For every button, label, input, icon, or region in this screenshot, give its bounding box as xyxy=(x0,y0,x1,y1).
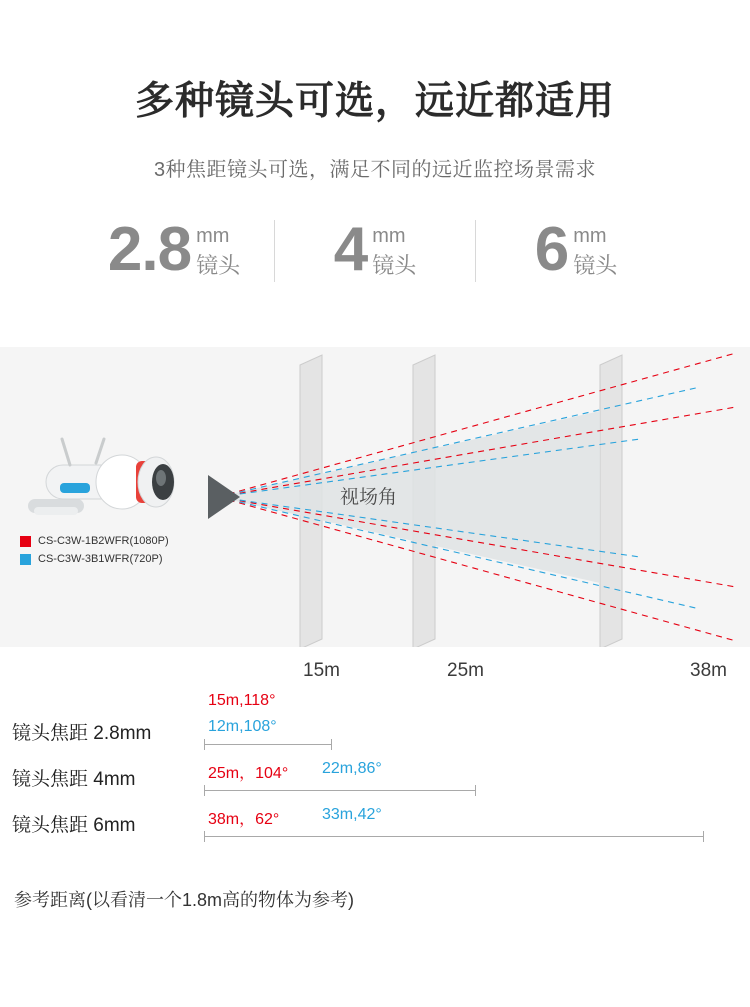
spec-label: 镜头焦距 4mm xyxy=(12,769,136,790)
spec-value-1080p: 38m，62° xyxy=(208,811,280,828)
lens-value: 2.8 xyxy=(107,215,192,285)
spec-value-1080p: 25m，104° xyxy=(208,765,289,782)
table-row xyxy=(0,752,750,798)
specs-table xyxy=(0,692,750,844)
spec-bar xyxy=(204,790,476,791)
legend-swatch-icon xyxy=(20,554,31,565)
distance-tick-15m: 15m xyxy=(303,660,340,681)
lens-value: 4 xyxy=(333,215,368,285)
lens-apex xyxy=(208,475,240,519)
fov-diagram xyxy=(0,347,750,647)
spec-label: 镜头焦距 2.8mm xyxy=(12,723,152,744)
spec-bar xyxy=(204,744,332,745)
fov-label: 视场角 xyxy=(340,487,398,508)
lens-unit-group xyxy=(573,225,617,278)
distance-axis xyxy=(0,660,750,690)
spec-value-720p: 12m,108° xyxy=(208,718,277,735)
legend-label: CS-C3W-3B1WFR(720P) xyxy=(38,553,163,565)
lens-label: 镜头 xyxy=(196,253,241,279)
spec-value-720p: 22m,86° xyxy=(322,760,382,777)
legend-item-1080p xyxy=(20,535,169,547)
distance-tick-25m: 25m xyxy=(447,660,484,681)
lens-unit-group xyxy=(196,225,240,278)
distance-tick-38m: 38m xyxy=(690,660,727,681)
spec-bar xyxy=(204,836,704,837)
lens-label: 镜头 xyxy=(573,253,618,279)
spec-value-1080p: 15m,118° xyxy=(208,692,276,709)
spec-value-720p: 33m,42° xyxy=(322,806,382,823)
camera-illustration xyxy=(28,439,174,515)
lens-option-2_8 xyxy=(74,215,274,285)
table-row xyxy=(0,692,750,752)
header xyxy=(0,0,750,182)
legend-item-720p xyxy=(20,553,169,565)
lens-label: 镜头 xyxy=(372,253,417,279)
page-subtitle: 3种焦距镜头可选，满足不同的远近监控场景需求 xyxy=(153,158,597,181)
lens-unit: mm xyxy=(196,225,230,248)
table-row xyxy=(0,798,750,844)
lens-option-4 xyxy=(275,215,475,285)
lens-unit-group xyxy=(372,225,416,278)
legend xyxy=(20,535,169,571)
legend-swatch-icon xyxy=(20,536,31,547)
legend-label: CS-C3W-1B2WFR(1080P) xyxy=(38,535,169,547)
lens-option-6 xyxy=(476,215,676,285)
spec-label: 镜头焦距 6mm xyxy=(12,815,136,836)
lens-unit: mm xyxy=(573,225,607,248)
page-title: 多种镜头可选，远近都适用 xyxy=(134,80,615,123)
fov-cone-fill xyxy=(218,411,600,583)
lens-value: 6 xyxy=(534,215,569,285)
lens-options-row xyxy=(0,208,750,294)
footnote: 参考距离(以看清一个1.8m高的物体为参考) xyxy=(14,890,355,910)
lens-unit: mm xyxy=(372,225,406,248)
